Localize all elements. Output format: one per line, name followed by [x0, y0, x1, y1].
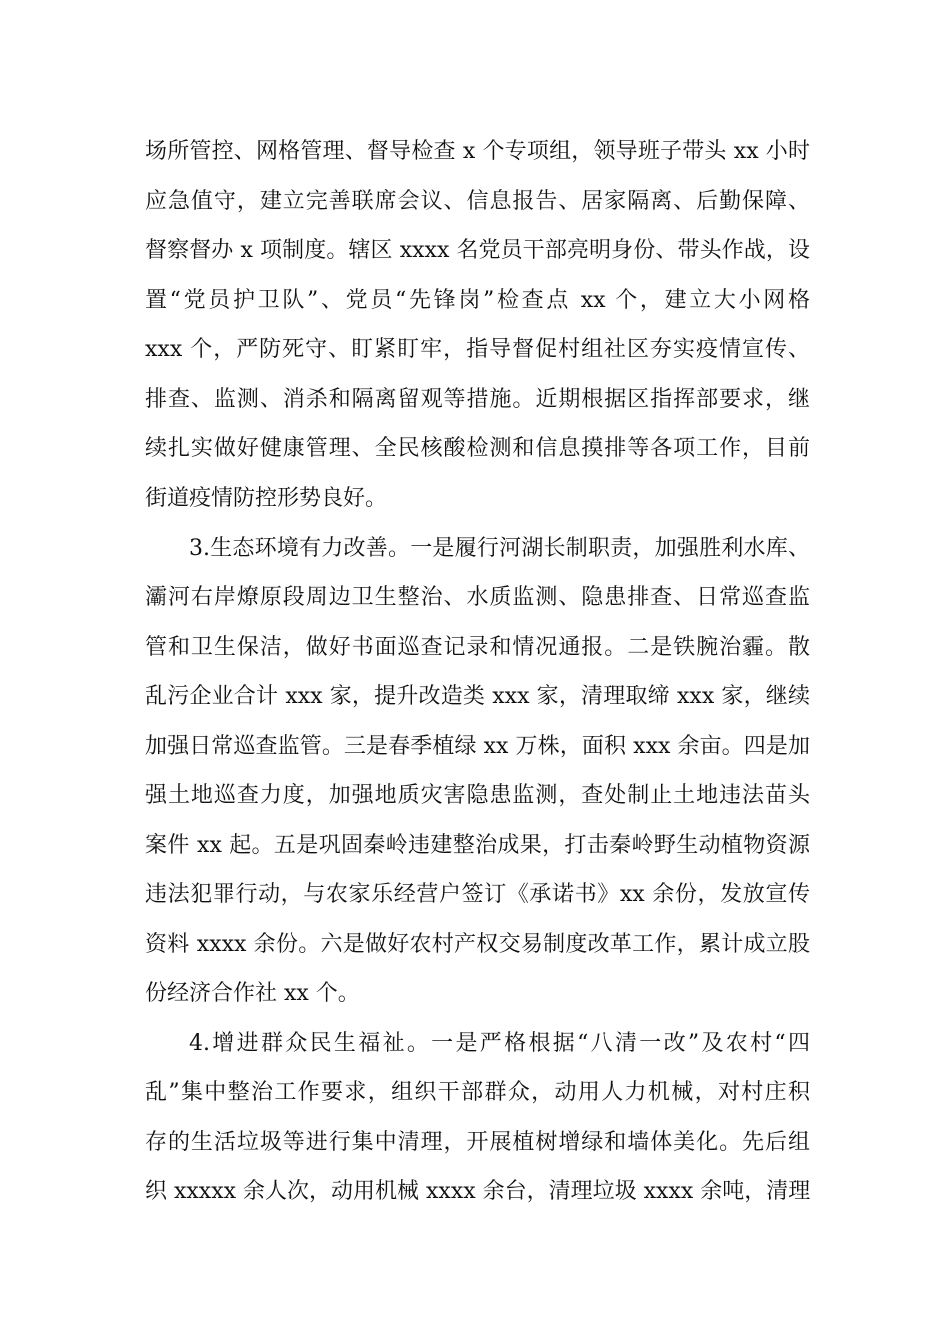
- paragraph-line: 强土地巡查力度，加强地质灾害隐患监测，查处制止土地违法苗头: [145, 783, 810, 808]
- paragraph-line: 场所管控、网格管理、督导检查 x 个专项组，领导班子带头 xx 小时: [145, 139, 810, 164]
- paragraph-line: 案件 xx 起。五是巩固秦岭违建整治成果，打击秦岭野生动植物资源: [145, 833, 810, 858]
- paragraph-line: 4.增进群众民生福祉。一是严格根据“八清一改”及农村“四: [189, 1031, 810, 1056]
- paragraph-line: 置“党员护卫队”、党员“先锋岗”检查点 xx 个，建立大小网格: [145, 288, 810, 313]
- paragraph-line: 存的生活垃圾等进行集中清理，开展植树增绿和墙体美化。先后组: [145, 1130, 810, 1155]
- paragraph-line: 乱污企业合计 xxx 家，提升改造类 xxx 家，清理取缔 xxx 家，继续: [145, 684, 810, 709]
- paragraph-line: 乱”集中整治工作要求，组织干部群众，动用人力机械，对村庄积: [145, 1080, 810, 1105]
- paragraph-line: 管和卫生保洁，做好书面巡查记录和情况通报。二是铁腕治霾。散: [145, 635, 810, 660]
- paragraph-line: 灞河右岸燎原段周边卫生整治、水质监测、隐患排查、日常巡查监: [145, 585, 810, 610]
- paragraph-line: 续扎实做好健康管理、全民核酸检测和信息摸排等各项工作，目前: [145, 436, 810, 461]
- paragraph-line: 应急值守，建立完善联席会议、信息报告、居家隔离、后勤保障、: [145, 189, 810, 214]
- paragraph-line: 资料 xxxx 余份。六是做好农村产权交易制度改革工作，累计成立股: [145, 932, 810, 957]
- paragraph-line: 份经济合作社 xx 个。: [145, 981, 360, 1006]
- paragraph-line: 加强日常巡查监管。三是春季植绿 xx 万株，面积 xxx 余亩。四是加: [145, 734, 810, 759]
- paragraph-line: xxx 个，严防死守、盯紧盯牢，指导督促村组社区夯实疫情宣传、: [145, 337, 810, 362]
- paragraph-line: 织 xxxxx 余人次，动用机械 xxxx 余台，清理垃圾 xxxx 余吨，清理: [145, 1179, 810, 1204]
- paragraph-line: 违法犯罪行动，与农家乐经营户签订《承诺书》xx 余份，发放宣传: [145, 882, 810, 907]
- paragraph-line: 排查、监测、消杀和隔离留观等措施。近期根据区指挥部要求，继: [145, 387, 810, 412]
- paragraph-line: 街道疫情防控形势良好。: [145, 486, 388, 511]
- paragraph-line: 督察督办 x 项制度。辖区 xxxx 名党员干部亮明身份、带头作战，设: [145, 238, 810, 263]
- paragraph-line: 3.生态环境有力改善。一是履行河湖长制职责，加强胜利水库、: [189, 536, 810, 561]
